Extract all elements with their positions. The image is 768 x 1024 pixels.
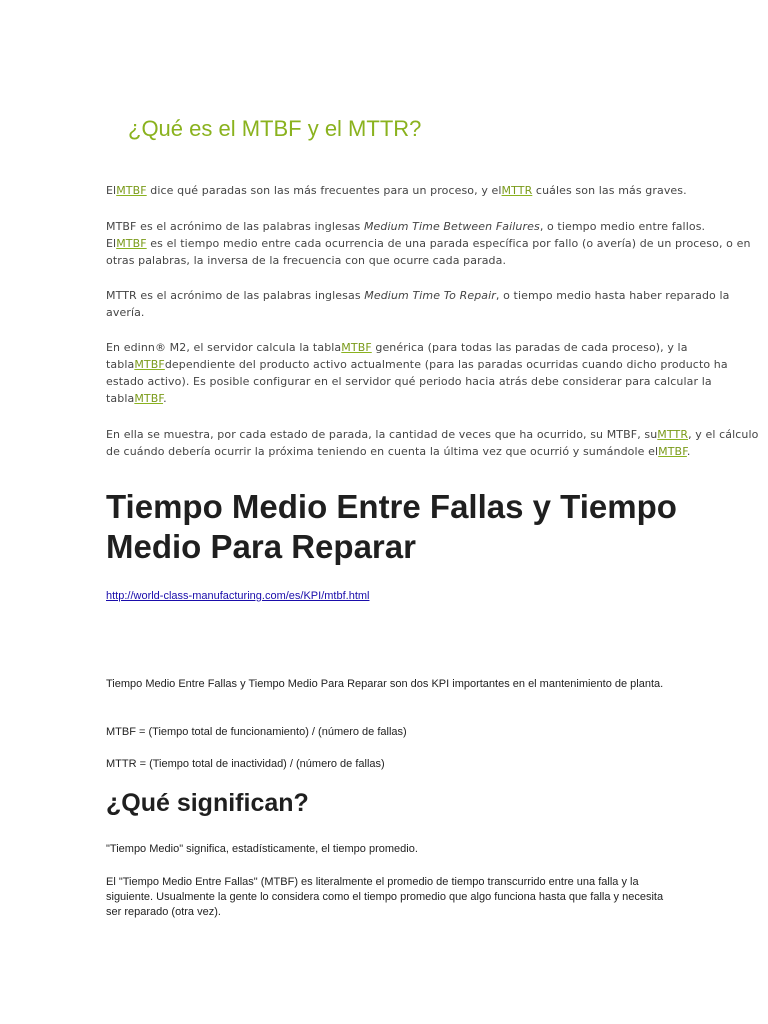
text-run: , o tiempo medio entre fallos. <box>539 220 706 233</box>
edinn-paragraph <box>106 339 768 407</box>
text-run: cuáles son las más graves. <box>532 184 687 197</box>
mtbf-link[interactable]: MTBF <box>658 445 687 458</box>
emphasis-text: Medium Time Between Failures <box>363 220 540 233</box>
table-description-paragraph <box>106 426 768 460</box>
mttr-link[interactable]: MTTR <box>657 428 689 441</box>
kpi-paragraph: Tiempo Medio Entre Fallas y Tiempo Medio Para Reparar son dos KPI importantes en el mantenimiento de planta. <box>106 678 664 690</box>
text-run: El <box>106 237 117 250</box>
text-run: . <box>163 392 167 405</box>
text-run: , y el cálculo de cuándo debería ocurrir la próxima teniendo en cuenta la última vez que ocurrió y sumándole el <box>106 428 759 458</box>
intro-paragraph <box>106 182 768 199</box>
text-run: dice qué paradas son las más frecuentes para un proceso, y el <box>146 184 502 197</box>
text-run: , o tiempo medio hasta haber reparado la avería. <box>106 289 730 319</box>
mttr-formula: MTTR = (Tiempo total de inactividad) / (número de fallas) <box>106 758 385 770</box>
page-title: ¿Qué es el MTBF y el MTTR? <box>128 116 422 141</box>
mtbf-literal-paragraph: El "Tiempo Medio Entre Fallas" (MTBF) es literalmente el promedio de tiempo transcurrido entre una falla y la siguiente. Usualmente la gente lo considera como el tiempo promedio que algo funciona hasta que falla y necesita ser reparado (otra vez). <box>106 876 664 918</box>
mtbf-link[interactable]: MTBF <box>134 358 165 371</box>
text-run: genérica (para todas las paradas de cada proceso), y la tabla <box>106 341 688 371</box>
text-run: es el tiempo medio entre cada ocurrencia de una parada específica por fallo (o avería) de un proceso, o en otras palabras, la inversa de la frecuencia con que ocurre cada parada. <box>106 237 751 267</box>
text-run: MTBF es el acrónimo de las palabras inglesas <box>106 220 364 233</box>
mtbf-link[interactable]: MTBF <box>341 341 372 354</box>
text-run: En edinn® M2, el servidor calcula la tabla <box>106 341 342 354</box>
mtbf-formula: MTBF = (Tiempo total de funcionamiento) / (número de fallas) <box>106 726 407 738</box>
section-heading: Tiempo Medio Entre Fallas y Tiempo Medio Para Reparar <box>106 488 677 565</box>
source-url-link[interactable]: http://world-class-manufacturing.com/es/KPI/mtbf.html <box>106 590 370 602</box>
text-run: . <box>686 445 691 458</box>
tiempo-medio-paragraph: "Tiempo Medio" significa, estadísticamente, el tiempo promedio. <box>106 843 418 855</box>
mttr-definition-paragraph <box>106 287 768 321</box>
mtbf-definition-paragraph <box>106 218 768 269</box>
significan-heading: ¿Qué significan? <box>106 789 309 817</box>
text-run: MTTR es el acrónimo de las palabras inglesas <box>106 289 365 302</box>
text-run: dependiente del producto activo actualmente (para las paradas ocurridas cuando dicho producto ha estado activo). Es posible configurar en el servidor qué periodo hacia atrás debe considerar para calcular la tabla <box>106 358 728 405</box>
mtbf-link[interactable]: MTBF <box>134 392 164 405</box>
mtbf-link[interactable]: MTBF <box>116 237 147 250</box>
text-run: El <box>106 184 117 197</box>
mttr-link[interactable]: MTTR <box>501 184 533 197</box>
text-run: En ella se muestra, por cada estado de parada, la cantidad de veces que ha ocurrido, su MTBF, su <box>106 428 658 441</box>
emphasis-text: Medium Time To Repair <box>364 289 496 302</box>
mtbf-link[interactable]: MTBF <box>116 184 147 197</box>
